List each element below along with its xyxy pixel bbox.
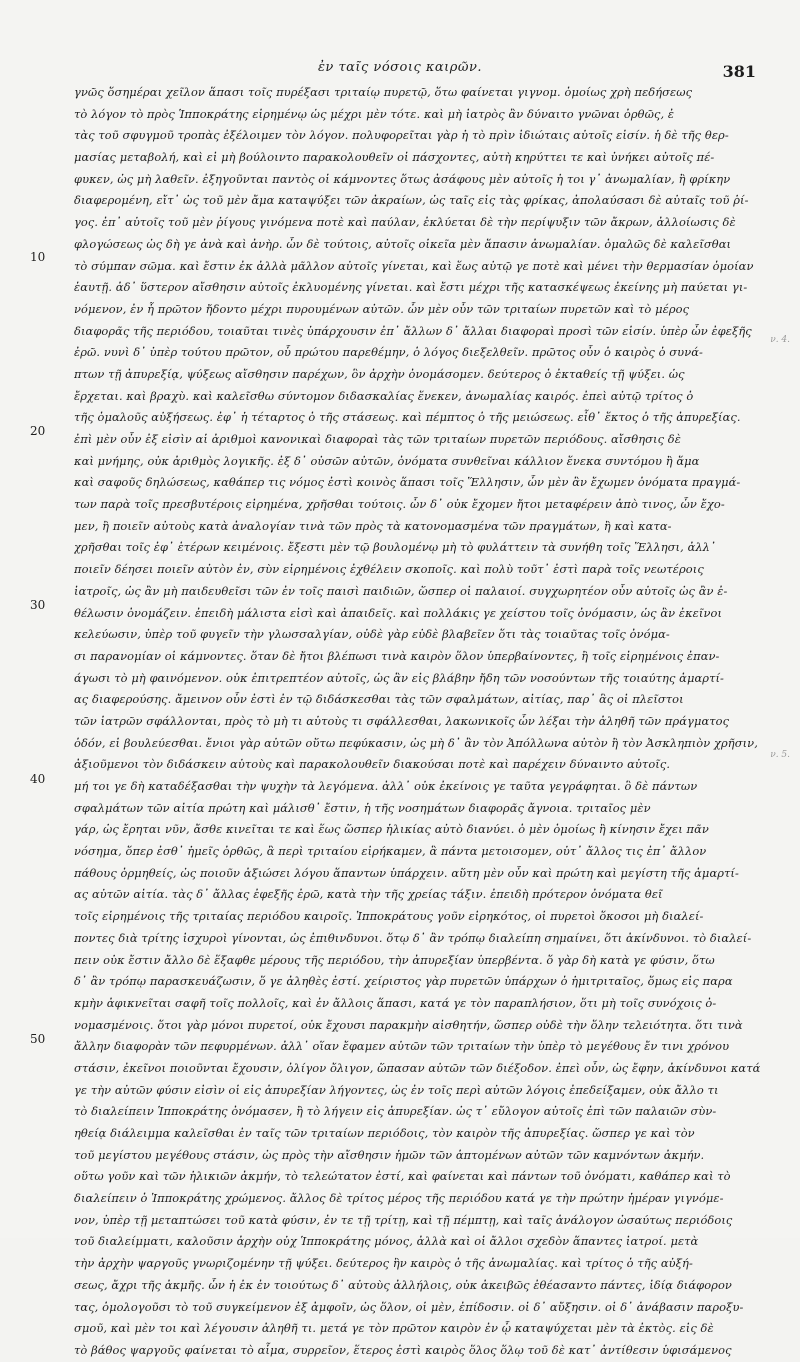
text-line: ἐρῶ. νυνὶ δ᾽ ὑπὲρ τούτου πρῶτον, οὗ πρώτου παρεθέμην, ὁ λόγος διεξελθεῖν. πρῶτος οὖν ὁ καιρὸς ὁ συνά- (74, 345, 703, 360)
text-line: ποιεῖν δέησει ποιεῖν αὐτὸν ἐν, σὺν εἰρημένοις ἐχθέλειν σκοποῖς. καὶ πολὺ τοῦτ᾽ ἐστὶ παρὰ τοῖς νεωτέροις (74, 562, 704, 577)
text-line: γε τὴν αὐτῶν φύσιν εἰσὶν οἱ εἰς ἀπυρεξίαν λήγοντες, ὡς ἐν τοῖς περὶ αὐτῶν λόγοις ἐπεδείξαμεν, οὐκ ἄλλο τι (74, 1082, 719, 1097)
text-line: ηθείᾳ διάλειμμα καλεῖσθαι ἐν ταῖς τῶν τριταίων περιόδοις, τὸν καιρὸν τῆς ἀπυρεξίας. ὥσπερ γε καὶ τὸν (74, 1126, 695, 1140)
text-line: τὸ λόγον τὸ πρὸς Ἱπποκράτης εἰρημένῳ ὡς μέχρι μὲν τότε. καὶ μὴ ἰατρὸς ἂν δύναιτο γνῶναι ὀρθῶς, ἐ (74, 106, 675, 121)
text-line: τῶν ἰατρῶν σφάλλονται, πρὸς τὸ μὴ τι αὐτοὺς τι σφάλλεσθαι, λακωνικοῖς ὧν λέξαι τὴν ἀληθῆ τῶν πράγματος (74, 713, 730, 728)
text-line: στάσιν, ἐκεῖνοι ποιοῦνται ἔχουσιν, ὀλίγον ὄλιγον, ὥπασαν αὐτῶν τῶν διέξοδον. ἐπεὶ οὖν, ὡς ἔφην, ἀκίνδυνοι κατά (74, 1060, 760, 1075)
margin-note: ν. 4. (770, 335, 790, 345)
text-line: τὰς τοῦ σφυγμοῦ τροπὰς ἐξέλοιμεν τὸν λόγον. πολυφορεῖται γὰρ ἡ τὸ πρὶν ἰδιώταις αὐτοῖς εἰσίν. ἡ δὲ τῆς θερ- (74, 128, 729, 143)
line-number: 10 (30, 250, 46, 264)
text-line: κμὴν ἀφικνεῖται σαφῆ τοῖς πολλοῖς, καὶ ἐν ἄλλοις ἅπασι, κατά γε τὸν παραπλήσιον, ὅτι μὴ τοῖς συνόχοις ὀ- (74, 995, 717, 1010)
text-line: τοῦ μεγίστου μεγέθους στάσιν, ὡς πρὸς τὴν αἴσθησιν ἡμῶν τῶν ἁπτομένων αὐτῶν τῶν καμνόντων ἀκμήν. (74, 1147, 705, 1162)
text-line: νομασμένοις. ὅτοι γὰρ μόνοι πυρετοί, οὐκ ἔχουσι παρακμὴν αἰσθητήν, ὥσπερ οὐδὲ τὴν ὅλην τελειότητα. ὅτι τινὰ (74, 1017, 743, 1032)
line-number: 20 (30, 424, 46, 438)
text-line: ὁδόν, εἰ βουλεύεσθαι. ἔνιοι γὰρ αὐτῶν οὕτω πεφύκασιν, ὡς μὴ δ᾽ ἂν τὸν Ἀπόλλωνα αὐτὸν ἢ τὸν Ἀσκληπιὸν χρῆσιν, (74, 735, 758, 750)
text-line: διαφερομένη, εἴτ᾽ ὡς τοῦ μὲν ἄμα καταψύξει τῶν ἀκραίων, ὡς ταῖς εἰς τὰς φρίκας, ἀπολαύσασι δὲ αὐταῖς τοῦ ῥί- (74, 193, 749, 208)
line-number: 50 (30, 1032, 46, 1046)
text-line: τοῖς εἰρημένοις τῆς τριταίας περιόδου καιροῖς. Ἱπποκράτους γοῦν εἰρηκότος, οἱ πυρετοὶ ὅκοσοι μὴ διαλεί- (74, 909, 704, 924)
text-line: διαφορᾶς τῆς περιόδου, τοιαῦται τινὲς ὑπάρχουσιν ἐπ᾽ ἄλλων δ᾽ ἄλλαι διαφοραὶ προσὶ τῶν εἰσίν. ὑπὲρ ὧν ἐφεξῆς (74, 323, 752, 338)
text-line: τὸ διαλείπειν Ἱπποκράτης ὀνόμασεν, ἢ τὸ λήγειν εἰς ἀπυρεξίαν. ὡς τ᾽ εὔλογον αὐτοῖς ἐπὶ τῶν παλαιῶν σὺν- (74, 1104, 717, 1119)
text-line: φυκεν, ὡς μὴ λαθεῖν. ἐξηγοῦνται παντὸς οἱ κάμνοντες ὅτως ἀσάφους μὲν αὐτοῖς ἡ τοι γ᾽ ἀνωμαλίαν, ἢ φρίκην (74, 171, 731, 186)
text-line: πτων τῇ ἀπυρεξίᾳ, ψύξεως αἴσθησιν παρέχων, ὃν ἀρχὴν ὀνομάσομεν. δεύτερος ὁ ἐκταθείς τῇ ψύξει. ὡς (74, 366, 685, 381)
body-text (74, 82, 760, 1362)
text-line: φλογώσεως ὡς δὴ γε ἀνὰ καὶ ἀνὴρ. ὧν δὲ τούτοις, αὐτοῖς οἰκεῖα μὲν ἅπασιν ἀνωμαλίαν. ὁμαλῶς δὲ καλεῖσθαι (74, 236, 732, 251)
text-line: πειν οὐκ ἔστιν ἄλλο δὲ ἕξαφθε μέρους τῆς περιόδου, τὴν ἀπυρεξίαν ὑπερβέντα. ὅ γὰρ δὴ κατὰ γε φύσιν, ὅτω (74, 952, 715, 967)
text-line: τὴν ἀρχὴν ψαργοῦς γνωριζομένην τῇ ψύξει. δεύτερος ἣν καιρὸς ὁ τῆς ἀνωμαλίας. καὶ τρίτος ὁ τῆς αὐξή- (74, 1256, 693, 1271)
text-line: τοῦ διαλείμματι, καλοῦσιν ἀρχὴν οὐχ Ἱπποκράτης μόνος, ἀλλὰ καὶ οἱ ἄλλοι σχεδὸν ἅπαντες ἰατροί. μετὰ (74, 1234, 699, 1249)
text-line: ἰατροῖς, ὡς ἂν μὴ παιδευθεῖσι τῶν ἐν τοῖς παισὶ παιδιῶν, ὥσπερ οἱ παλαιοί. συγχωρητέον οὖν αὐτοῖς ὡς ἂν ἐ- (74, 583, 728, 598)
text-line: σι παρανομίαν οἱ κάμνοντες. ὅταν δὲ ἤτοι βλέπωσι τινὰ καιρὸν ὅλον ὑπερβαίνοντες, ἢ τοῖς εἰρημένοις ἐπαν- (74, 648, 720, 663)
text-line: ποντες διὰ τρίτης ἰσχυροὶ γίνονται, ὡς ἐπιθινδυνοι. ὅτῳ δ᾽ ἂν τρόπῳ διαλείπη σημαίνει, ὅτι ἀκίνδυνοι. τὸ διαλεί- (74, 930, 752, 945)
page-number: 381 (722, 62, 756, 81)
text-line: μεν, ἢ ποιεῖν αὐτοὺς κατὰ ἀναλογίαν τινὰ τῶν πρὸς τὰ κατονομασμένα τῶν πραγμάτων, ἢ καὶ κατα- (74, 518, 672, 533)
text-line: τὸ σύμπαν σῶμα. καὶ ἔστιν ἐκ ἀλλὰ μᾶλλον αὐτοῖς γίνεται, καὶ ἕως αὐτῷ γε ποτὲ καὶ μένει τὴν θερμασίαν ὁμοίαν (74, 258, 754, 273)
text-line: τῆς ὁμαλοῦς αὐξήσεως. ἐφ᾽ ἡ τέταρτος ὁ τῆς στάσεως. καὶ πέμπτος ὁ τῆς μειώσεως. εἶθ᾽ ἕκτος ὁ τῆς ἀπυρεξίας. (74, 410, 741, 425)
text-line: διαλείπειν ὁ Ἱπποκράτης χρώμενος. ἄλλος δὲ τρίτος μέρος τῆς περιόδου κατά γε τὴν πρώτην ἡμέραν γιγνόμε- (74, 1191, 724, 1206)
text-line: μή τοι γε δὴ καταδέξασθαι τὴν ψυχὴν τὰ λεγόμενα. ἀλλ᾽ οὐκ ἐκείνοις γε ταῦτα γεγράφηται. ὃ δὲ πάντων (74, 779, 698, 793)
text-line: ας διαφερούσης. ἄμεινον οὖν ἐστὶ ἐν τῷ διδάσκεσθαι τὰς τῶν σφαλμάτων, αἰτίας, παρ᾽ ἃς οἱ πλεῖστοι (74, 692, 684, 707)
text-line: νον, ὑπὲρ τῇ μεταπτώσει τοῦ κατὰ φύσιν, ἐν τε τῇ τρίτῃ, καὶ τῇ πέμπτῃ, καὶ ταῖς ἀνάλογον ὡσαύτως περιόδοις (74, 1212, 733, 1227)
text-line: σεως, ἄχρι τῆς ἀκμῆς. ὧν ἡ ἐκ ἐν τοιούτως δ᾽ αὐτοὺς ἀλλήλοις, οὐκ ἀκειβῶς ἐθέασαντο πάντες, ἰδίᾳ διάφορον (74, 1277, 732, 1292)
line-number: 30 (30, 598, 46, 612)
text-line: ἑαυτῇ. ἀδ᾽ ὕστερον αἴσθησιν αὐτοῖς ἐκλυομένης γίνεται. καὶ ἔστι μέχρι τῆς κατασκέψεως ἐκείνης μὴ παύεται γι- (74, 280, 748, 295)
text-line: ἔρχεται. καὶ βραχὺ. καὶ καλεῖσθω σύντομον διδασκαλίας ἕνεκεν, ἀνωμαλίας καιρός. ἐπεὶ αὐτῷ τρίτος ὁ (74, 388, 694, 403)
text-line: μασίας μεταβολή, καὶ εἰ μὴ βούλοιντο παρακολουθεῖν οἱ πάσχοντες, αὐτὴ κηρύττει τε καὶ ὑνήκει αὐτοῖς πέ- (74, 150, 715, 165)
text-line: κελεύωσιν, ὑπὲρ τοῦ φυγεῖν τὴν γλωσσαλγίαν, οὐδὲ γὰρ εὐδὲ βλαβεῖεν ὅτι τὰς τοιαῦτας τοῖς ὀνόμα- (74, 627, 670, 642)
text-line: γνῶς ὅσημέραι χεῖλον ἅπασι τοῖς πυρέξασι τριταίῳ πυρετῷ, ὅτω φαίνεται γιγνομ. ὁμοίως χρὴ πεδήσεως (74, 85, 693, 99)
text-line: ας αὐτῶν αἰτία. τὰς δ᾽ ἄλλας ἐφεξῆς ἐρῶ, κατὰ τὴν τῆς χρείας τάξιν. ἐπειδὴ πρότερον ὀνόματα θεῖ (74, 887, 663, 902)
text-line: θέλωσιν ὀνομάζειν. ἐπειδὴ μάλιστα εἰσὶ καὶ ἀπαιδεῖς. καὶ πολλάκις γε χείστου τοῖς ὀνόμασιν, ὡς ἂν ἐκεῖνοι (74, 605, 723, 620)
text-line: τας, ὁμολογοῦσι τὸ τοῦ συγκείμενον ἐξ ἀμφοῖν, ὡς ὅλον, οἱ μὲν, ἐπίδοσιν. οἱ δ᾽ αὔξησιν. οἱ δ᾽ ἀνάβασιν παροξυ- (74, 1299, 744, 1314)
text-line: ἀξιοῦμενοι τὸν διδάσκειν αὐτοὺς καὶ παρακολουθεῖν διακούσαι ποτὲ καὶ παρέχειν δύναιντο αὐτοῖς. (74, 757, 671, 772)
text-line: σμοῦ, καὶ μὲν τοι καὶ λέγουσιν ἀληθῆ τι. μετά γε τὸν πρῶτον καιρὸν ἐν ᾧ καταψύχεται μὲν τὰ ἐκτὸς. εἰς δὲ (74, 1321, 714, 1336)
text-line: άγωσι τὸ μὴ φαινόμενον. οὐκ ἐπιτρεπτέον αὐτοῖς, ὡς ἂν εἰς βλάβην ἤδη τῶν νοσούντων τῆς τοιαύτης ἁμαρτί- (74, 670, 724, 685)
line-number: 40 (30, 772, 46, 786)
text-line: οὕτω γοῦν καὶ τῶν ἡλικιῶν ἀκμήν, τὸ τελεώτατον ἐστί, καὶ φαίνεται καὶ πάντων τοῦ ὀνόματι, καθάπερ καὶ τὸ (74, 1169, 731, 1184)
running-head: ἐν ταῖς νόσοις καιρῶν. (317, 60, 483, 75)
text-line: γος. ἐπ᾽ αὐτοῖς τοῦ μὲν ῥίγους γινόμενα ποτὲ καὶ παύλαν, ἐκλύεται δὲ τὴν περίψυξιν τῶν ἄκρων, ἀλλοίωσις δὲ (74, 215, 736, 230)
text-line: νόσημα, ὅπερ ἐσθ᾽ ἡμεῖς ὀρθῶς, ἃ περὶ τριταίου εἰρήκαμεν, ἃ πάντα μετοισομεν, οὐτ᾽ ἄλλος τις ἐπ᾽ ἄλλον (74, 844, 707, 859)
text-line: σφαλμάτων τῶν αἰτία πρώτη καὶ μάλισθ᾽ ἔστιν, ἡ τῆς νοσημάτων διαφορᾶς ἄγνοια. τριταῖος μὲν (74, 800, 651, 815)
text-line: ἄλλην διαφορὰν τῶν πεφυρμένων. ἀλλ᾽ οἵαν ἔφαμεν αὐτῶν τῶν τριταίων τὴν ὑπὲρ τὸ μεγέθους ἔν τινι χρόνου (74, 1039, 730, 1054)
text-line: καὶ σαφοῦς δηλώσεως, καθάπερ τις νόμος ἐστὶ κοινὸς ἅπασι τοῖς Ἕλλησιν, ὧν μὲν ἂν ἔχωμεν ὀνόματα πραγμά- (74, 475, 741, 490)
text-line: καὶ μνήμης, οὐκ ἀριθμὸς λογικῆς. ἐξ δ᾽ οὐσῶν αὐτῶν, ὀνόματα συνθεῖναι κάλλιον ἕνεκα συντόμου ἢ ἅμα (74, 453, 700, 468)
text-line: γάρ, ὡς ἔρηται νῦν, ἄσθε κινεῖται τε καὶ ἕως ὥσπερ ἡλικίας αὐτὸ διανύει. ὁ μὲν ὁμοίως ἢ κίνησιν ἔχει πᾶν (74, 822, 709, 837)
text-line: των παρὰ τοῖς πρεσβυτέροις εἰρημένα, χρῆσθαι τούτοις. ὧν δ᾽ οὐκ ἔχομεν ἤτοι μεταφέρειν ἀπὸ τινος, ὧν ἔχο- (74, 497, 725, 512)
text-line: νόμενον, ἐν ἧ πρῶτον ἤδοντο μέχρι πυρουμένων αὐτῶν. ὧν μὲν οὖν τῶν τριταίων πυρετῶν καὶ τὸ μέρος (74, 301, 690, 316)
text-line: πάθους ὁρμηθείς, ὡς ποιοῦν ἀξιώσει λόγου ἅπαντων ὑπάρχειν. αὕτη μὲν οὖν καὶ πρώτη καὶ μεγίστη τῆς ἁμαρτί- (74, 865, 739, 880)
text-line: ἐπὶ μὲν οὖν ἐξ εἰσὶν αἱ ἀριθμοὶ κανονικαὶ διαφοραὶ τὰς τῶν τριταίων πυρετῶν περιόδους. αἴσθησις δὲ (74, 432, 681, 446)
text-line: χρῆσθαι τοῖς ἐφ᾽ ἑτέρων κειμένοις. ἔξεστι μὲν τῷ βουλομένῳ μὴ τὸ φυλάττειν τὰ συνήθη τοῖς Ἕλλησι, ἀλλ᾽ (74, 540, 716, 555)
text-line: δ᾽ ἂν τρόπῳ παρασκευάζωσιν, ὅ γε ἀληθὲς ἐστί. χείριστος γὰρ πυρετῶν ὑπάρχων ὁ ἡμιτριταῖος, ὅμως εἰς παρα (74, 974, 733, 989)
margin-note: ν. 5. (770, 750, 790, 760)
text-line: τὸ βάθος ψαργοῦς φαίνεται τὸ αἷμα, συρρεῖον, ἕτερος ἐστὶ καιρὸς ὅλος ὅλῳ τοῦ δὲ κατ᾽ ἀντίθεσιν ὑφισάμενος (74, 1342, 732, 1357)
